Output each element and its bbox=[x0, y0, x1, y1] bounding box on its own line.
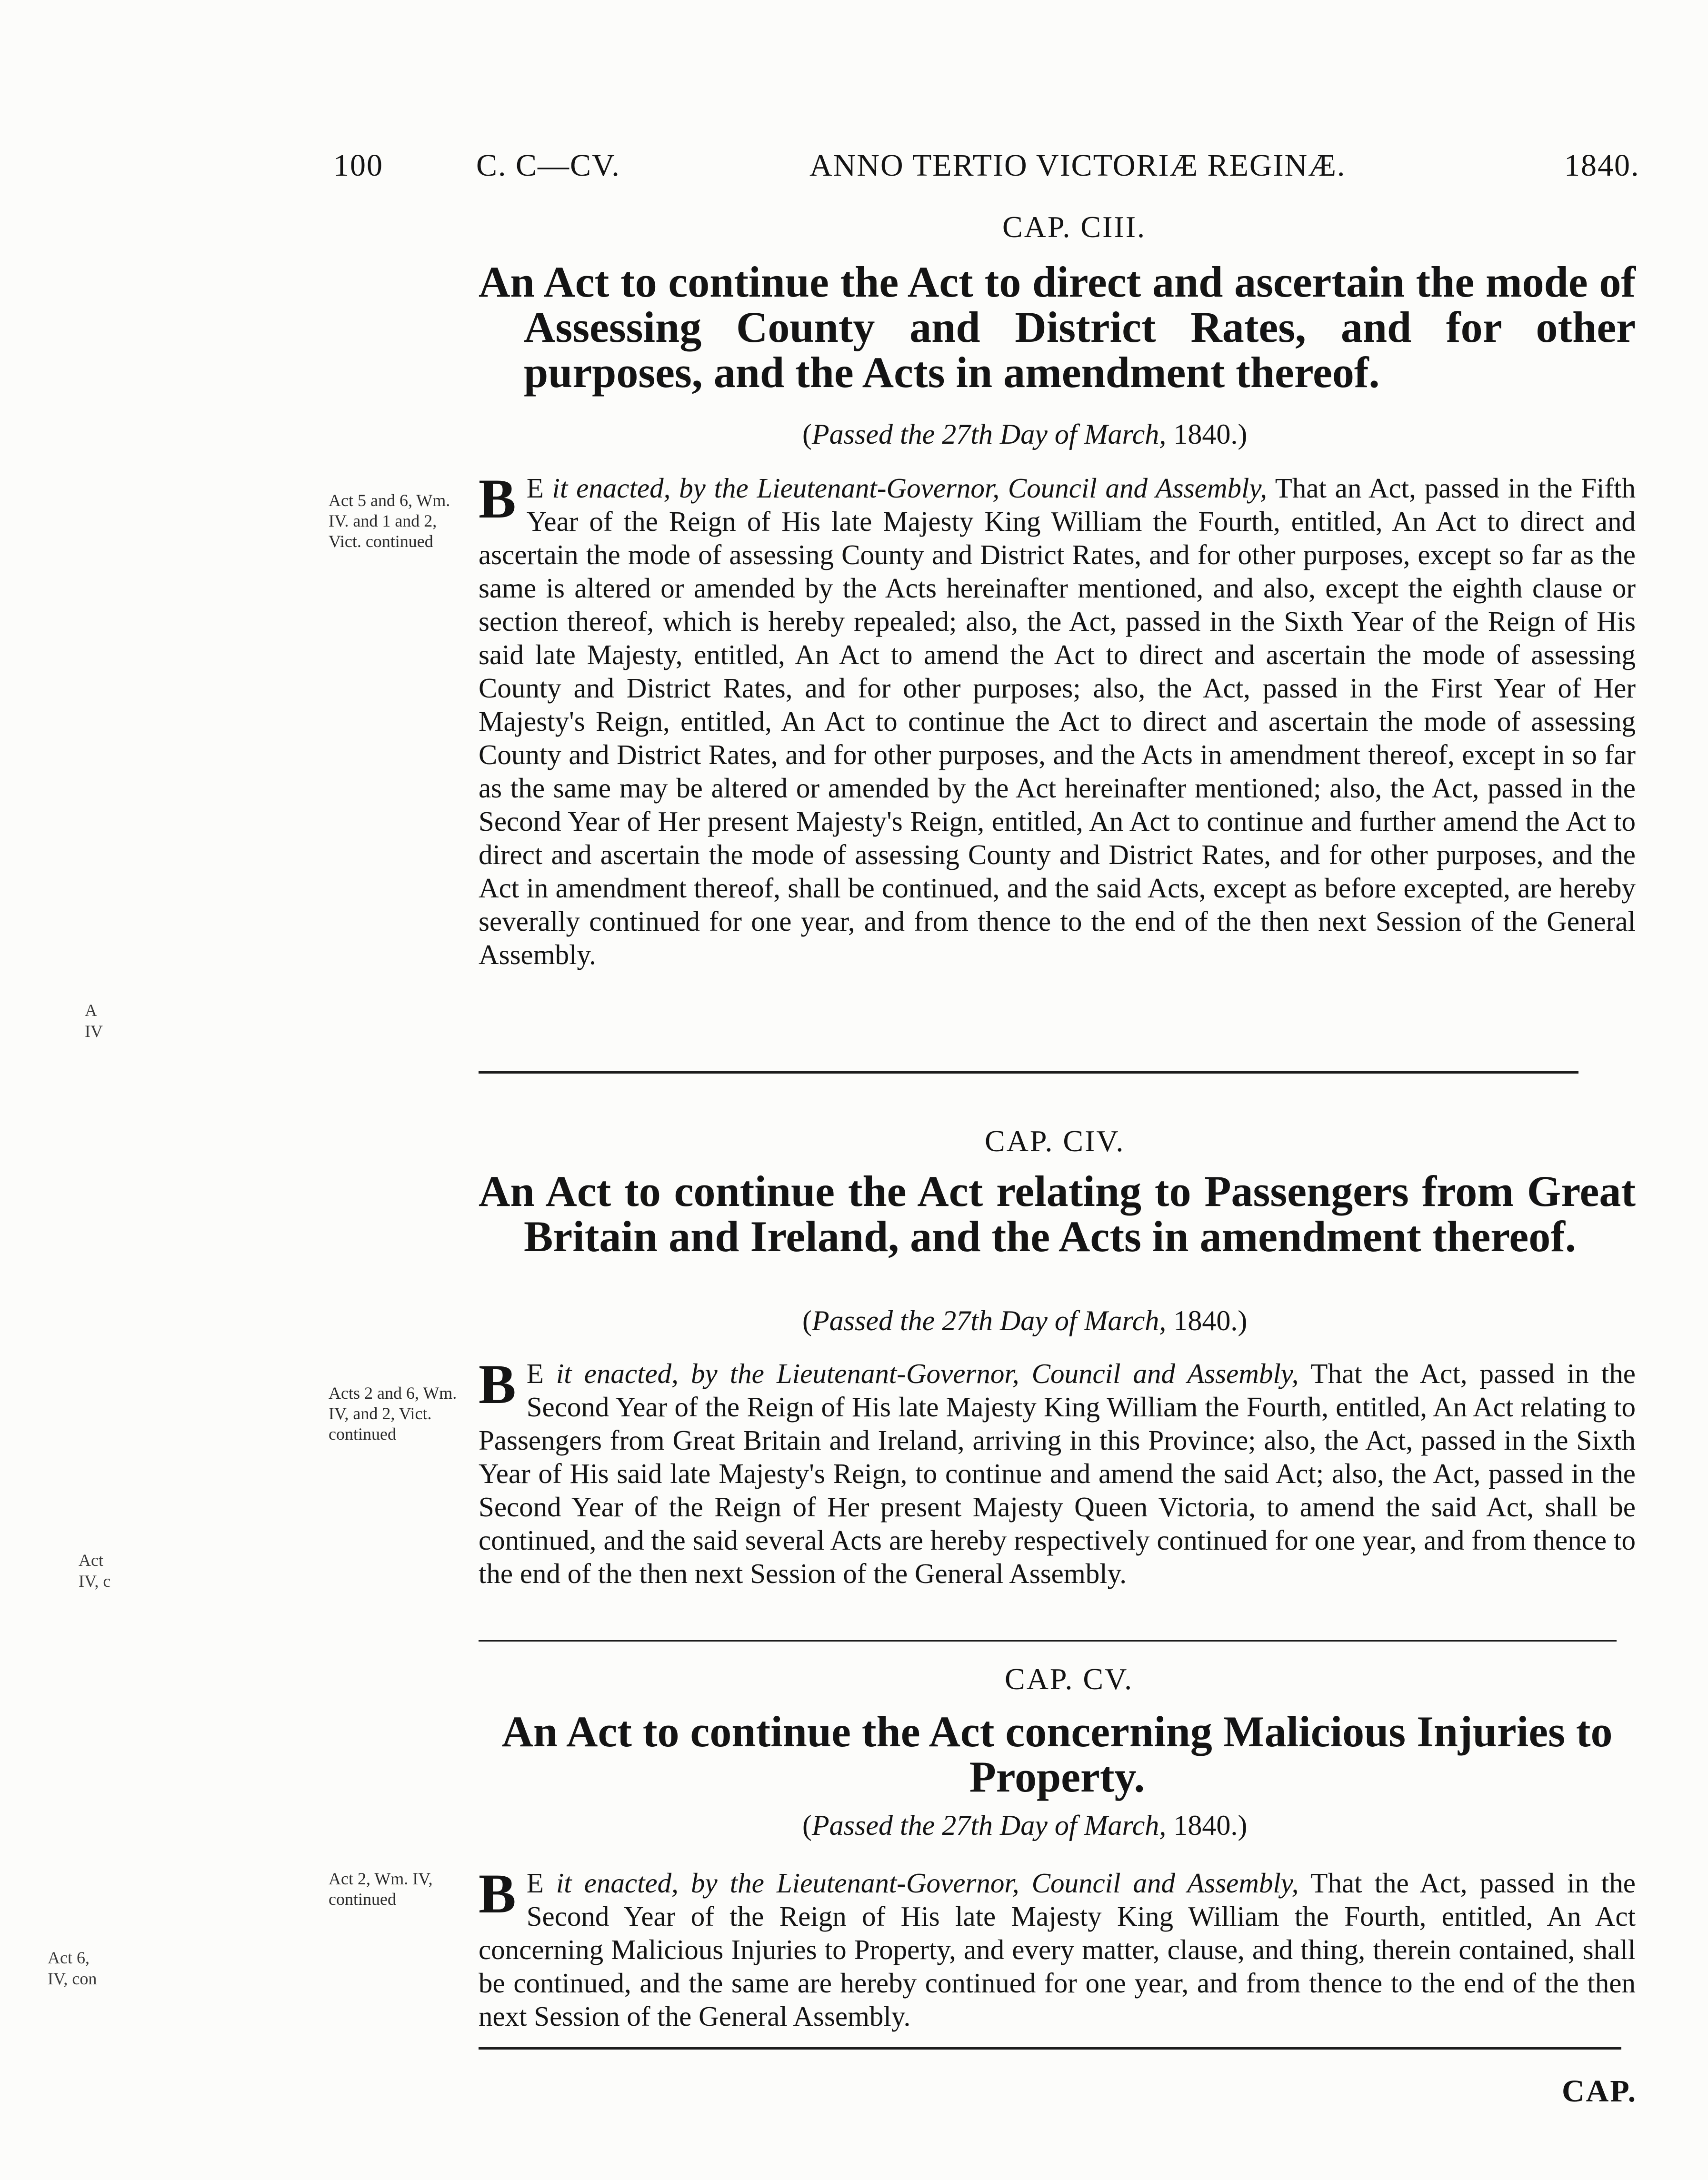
section-divider bbox=[479, 2047, 1621, 2050]
margin-note: Acts 2 and 6, Wm. IV, and 2, Vict. continued bbox=[329, 1384, 457, 1443]
cap-label: CAP. CIV. bbox=[985, 1124, 1125, 1158]
act-title: An Act to continue the Act to direct and ascertain the mode of Assessing County and District Rates, and for other purposes, and the Acts in amendment thereof. bbox=[479, 258, 1636, 397]
act-title: An Act to continue the Act relating to Passengers from Great Britain and Ireland, and the Acts in amendment thereof. bbox=[479, 1167, 1636, 1261]
cap-label: CAP. CV. bbox=[1005, 1662, 1134, 1696]
margin-note: Act 5 and 6, Wm. IV. and 1 and 2, Vict. continued bbox=[329, 491, 450, 551]
enacting-clause: B E it enacted, by the Lieutenant-Governor, Council and Assembly, That the Act, passed in the Second Year of the Reign of His late Majesty King William the Fourth, entitled, An Act relating to Passengers from Great Britain and Ireland, arriving in this Province; also, the Act, passed in the Sixth Year of His said late Majesty's Reign, to continue and amend the said Act; also, the Act, passed in the Second Year of the Reign of Her present Majesty Queen Victoria, to amend the said Act, shall be continued, and the said several Acts are hereby respectively continued for one year, and from thence to the end of the then next Session of the General Assembly. bbox=[479, 1353, 1636, 1589]
header-chapters: C. C—CV. bbox=[476, 148, 620, 183]
section-divider bbox=[479, 1640, 1617, 1642]
passed-date: (Passed the 27th Day of March, 1840.) bbox=[802, 1305, 1248, 1336]
page-number: 100 bbox=[333, 148, 383, 183]
running-title: ANNO TERTIO VICTORIÆ REGINÆ. bbox=[809, 148, 1346, 183]
act-title: An Act to continue the Act concerning Malicious Injuries to Property. bbox=[501, 1707, 1613, 1801]
cap-label: CAP. CIII. bbox=[1002, 210, 1147, 244]
passed-date: (Passed the 27th Day of March, 1840.) bbox=[802, 418, 1248, 450]
drop-cap: B bbox=[479, 1862, 516, 1925]
header-year: 1840. bbox=[1564, 148, 1640, 183]
drop-cap: B bbox=[479, 468, 516, 530]
enacting-clause: B E it enacted, by the Lieutenant-Governor, Council and Assembly, That an Act, passed in the Fifth Year of the Reign of His late Majesty King William the Fourth, entitled, An Act to direct and ascertain the mode of assessing County and District Rates, and for other purposes, except so far as the same is altered or amended by the Acts hereinafter mentioned, and also, except the eighth clause or section thereof, which is hereby repealed; also, the Act, passed in the Sixth Year of the Reign of His said late Majesty, entitled, An Act to amend the Act to direct and ascertain the mode of assessing County and District Rates, and for other purposes; also, the Act, passed in the First Year of Her Majesty's Reign, entitled, An Act to continue the Act to direct and ascertain the mode of assessing County and District Rates, and for other purposes, and the Acts in amendment thereof, except in so far as the same may be altered or amended by the Act hereinafter mentioned; also, the Act, passed in the Second Year of Her present Majesty's Reign, entitled, An Act to continue and further amend the Act to direct and ascertain the mode of assessing County and District Rates, and for other purposes, and the Act in amendment thereof, shall be continued, and the said Acts, except as before excepted, are hereby severally continued for one year, and from thence to the end of the then next Session of the General Assembly. bbox=[479, 468, 1636, 970]
section-divider bbox=[479, 1071, 1578, 1074]
edge-fragment: Act 6, IV, con bbox=[48, 1948, 97, 1988]
passed-date: (Passed the 27th Day of March, 1840.) bbox=[802, 1810, 1248, 1841]
enacting-clause: B E it enacted, by the Lieutenant-Governor, Council and Assembly, That the Act, passed in the Second Year of the Reign of His late Majesty King William the Fourth, entitled, An Act concerning Malicious Injuries to Property, and every matter, clause, and thing, therein contained, shall be continued, and the same are hereby continued for one year, and from thence to the end of the then next Session of the General Assembly. bbox=[479, 1862, 1636, 2032]
edge-fragment: A IV bbox=[85, 1001, 103, 1041]
edge-fragment: Act IV, c bbox=[79, 1551, 111, 1591]
catchword: CAP. bbox=[1562, 2074, 1638, 2109]
margin-note: Act 2, Wm. IV, continued bbox=[329, 1869, 433, 1909]
drop-cap: B bbox=[479, 1353, 516, 1415]
